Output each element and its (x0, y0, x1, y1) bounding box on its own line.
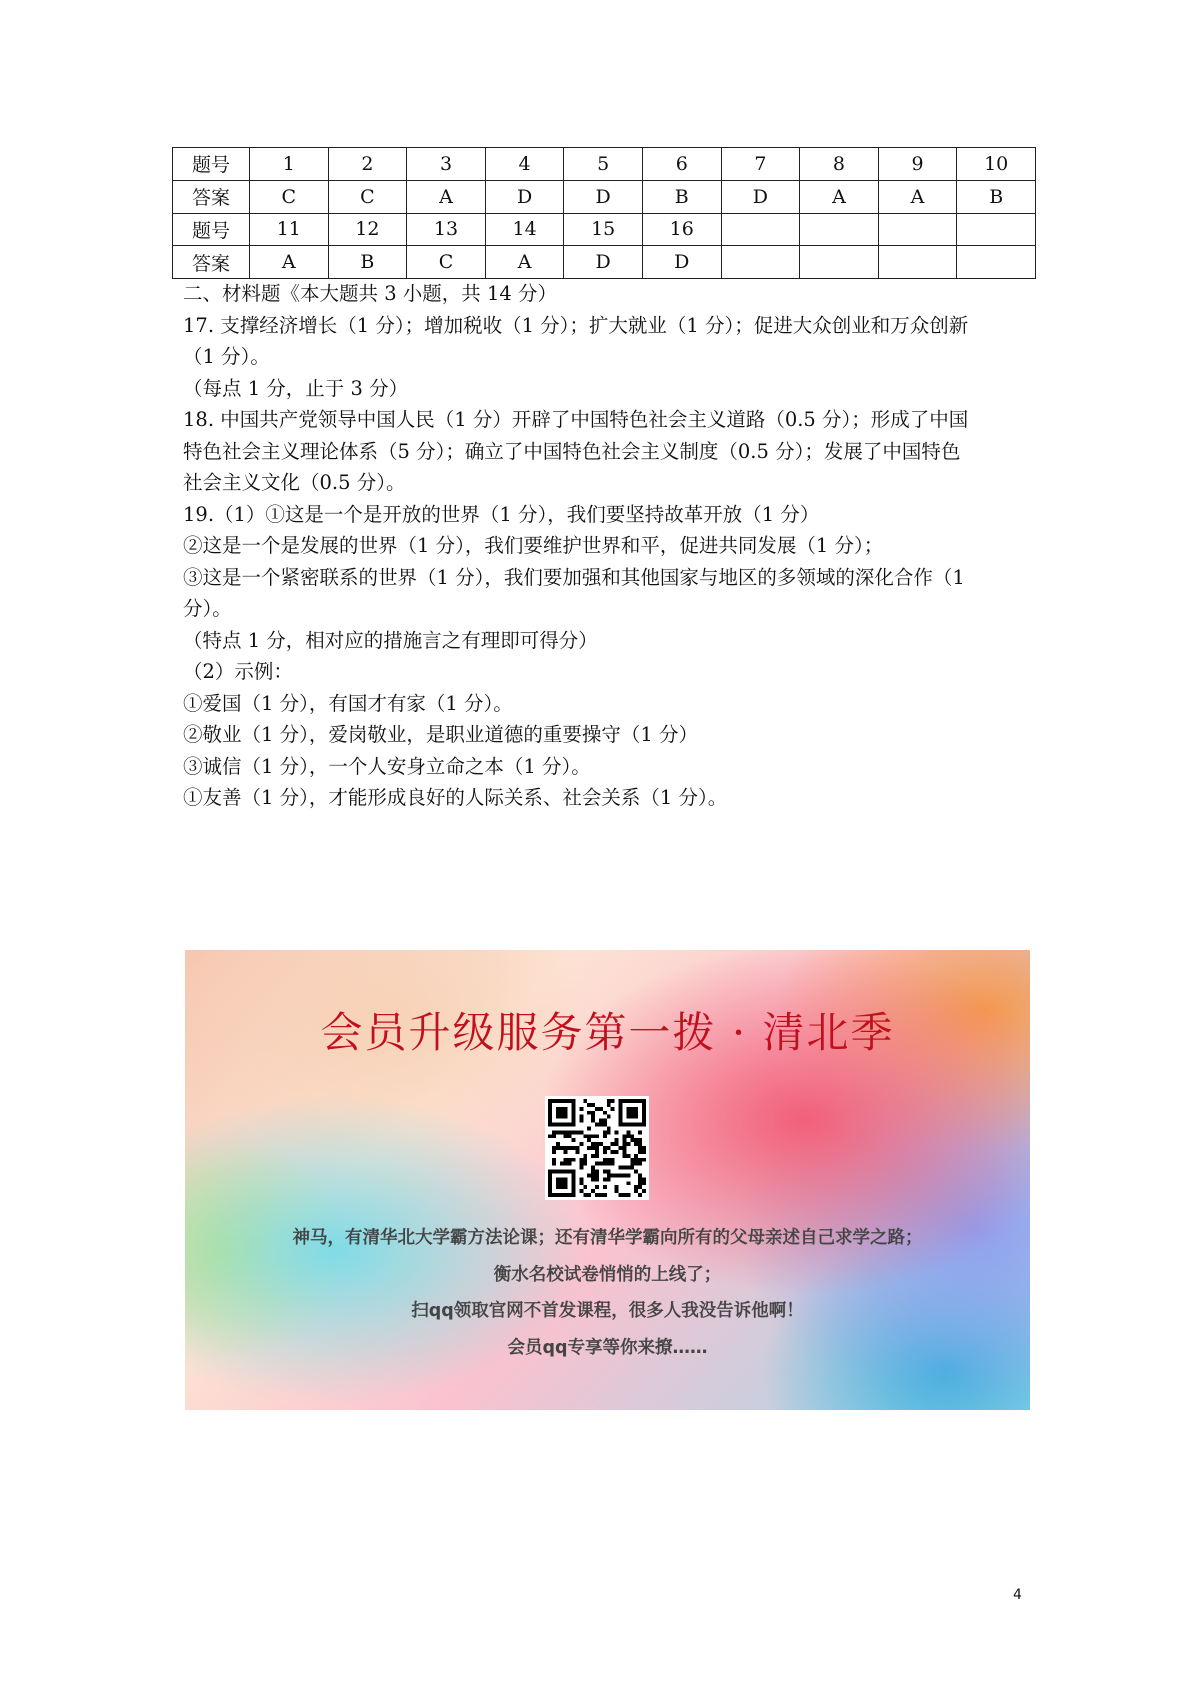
table-cell: 3 (407, 148, 486, 181)
text-line: ②这是一个是发展的世界（1 分），我们要维护世界和平，促进共同发展（1 分）； (183, 534, 884, 557)
table-row (173, 180, 1036, 213)
table-cell: 9 (878, 148, 957, 181)
table-cell (957, 213, 1036, 246)
table-cell: 14 (485, 213, 564, 246)
table-cell: B (328, 246, 407, 279)
table-cell: C (407, 246, 486, 279)
answer-table (172, 147, 1036, 279)
table-cell: 15 (564, 213, 643, 246)
table-cell: 1 (250, 148, 329, 181)
table-cell: D (642, 246, 721, 279)
text-line: ①爱国（1 分），有国才有家（1 分）。 (183, 691, 513, 715)
text-line: （每点 1 分，止于 3 分） (183, 376, 409, 400)
table-cell: D (564, 180, 643, 213)
text-line: 19.（1）①这是一个是开放的世界（1 分），我们要坚持故革开放（1 分） (183, 502, 820, 526)
table-cell: 16 (642, 213, 721, 246)
table-row (173, 213, 1036, 246)
row-header-cell: 答案 (173, 180, 250, 213)
table-row (173, 246, 1036, 279)
banner-line: 会员qq专享等你来撩…… (507, 1337, 708, 1358)
text-line: 二、材料题《本大题共 3 小题，共 14 分） (183, 282, 558, 305)
banner-text (185, 1220, 1030, 1366)
table-cell: D (564, 246, 643, 279)
text-line: ①友善（1 分），才能形成良好的人际关系、社会关系（1 分）。 (183, 786, 728, 809)
table-cell: A (250, 246, 329, 279)
table-cell: 10 (957, 148, 1036, 181)
qr-code-icon[interactable] (545, 1096, 649, 1200)
banner-title: 会员升级服务第一拨 · 清北季 (320, 1008, 895, 1057)
text-line: ③这是一个紧密联系的世界（1 分），我们要加强和其他国家与地区的多领域的深化合作（1 (183, 565, 965, 589)
table-cell: 4 (485, 148, 564, 181)
row-header-cell: 题号 (173, 213, 250, 246)
table-cell: A (407, 180, 486, 213)
table-cell (721, 246, 800, 279)
table-cell (957, 246, 1036, 279)
table-cell: 2 (328, 148, 407, 181)
table-cell: 7 (721, 148, 800, 181)
text-line: 17. 支撑经济增长（1 分）；增加税收（1 分）；扩大就业（1 分）；促进大众创业和万众创新 (183, 313, 969, 337)
text-line: 18. 中国共产党领导中国人民（1 分）开辟了中国特色社会主义道路（0.5 分）；形成了中国 (183, 408, 969, 431)
table-cell: 11 (250, 213, 329, 246)
table-cell: A (485, 246, 564, 279)
text-line: 特色社会主义理论体系（5 分）；确立了中国特色社会主义制度（0.5 分）；发展了中国特色 (183, 439, 961, 463)
table-cell: D (721, 180, 800, 213)
table-cell (800, 213, 879, 246)
text-line: （1 分）。 (183, 345, 270, 368)
table-cell: B (642, 180, 721, 213)
answer-text (183, 278, 1033, 814)
table-cell (800, 246, 879, 279)
text-line: 分）。 (183, 597, 232, 620)
table-row (173, 148, 1036, 181)
text-line: ③诚信（1 分），一个人安身立命之本（1 分）。 (183, 754, 591, 778)
table-cell: 6 (642, 148, 721, 181)
text-line: （特点 1 分，相对应的措施言之有理即可得分） (183, 628, 598, 652)
table-cell: B (957, 180, 1036, 213)
text-line: ②敬业（1 分），爱岗敬业，是职业道德的重要操守（1 分） (183, 723, 698, 746)
table-cell: A (878, 180, 957, 213)
table-cell: 5 (564, 148, 643, 181)
table-cell: 12 (328, 213, 407, 246)
row-header-cell: 题号 (173, 148, 250, 181)
table-cell (878, 213, 957, 246)
banner-line: 扫qq领取官网不首发课程，很多人我没告诉他啊！ (411, 1301, 804, 1321)
table-cell (721, 213, 800, 246)
banner-line: 衡水名校试卷悄悄的上线了； (493, 1264, 722, 1285)
table-cell: C (250, 180, 329, 213)
table-cell (878, 246, 957, 279)
table-cell: 8 (800, 148, 879, 181)
table-cell: 13 (407, 213, 486, 246)
row-header-cell: 答案 (173, 246, 250, 279)
text-line: （2）示例： (183, 660, 293, 683)
table-cell: A (800, 180, 879, 213)
table-cell: C (328, 180, 407, 213)
banner-line: 神马，有清华北大学霸方法论课；还有清华学霸向所有的父母亲述自己求学之路； (292, 1228, 923, 1248)
member-banner[interactable] (185, 950, 1030, 1410)
page-number: 4 (1013, 1587, 1022, 1603)
table-cell: D (485, 180, 564, 213)
text-line: 社会主义文化（0.5 分）。 (183, 471, 406, 494)
